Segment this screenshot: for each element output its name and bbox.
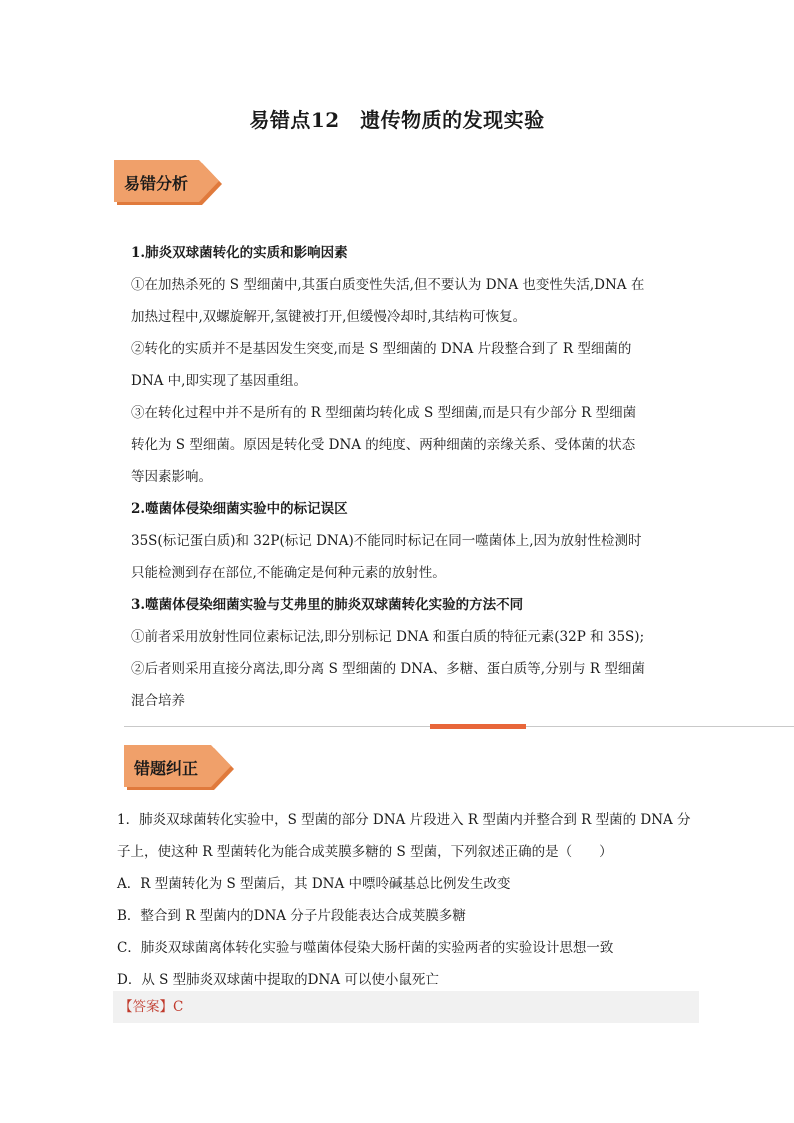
- answer-value: C: [173, 999, 184, 1015]
- question-block: [117, 804, 707, 996]
- analysis-line: ③在转化过程中并不是所有的 R 型细菌均转化成 S 型细菌,而是只有少部分 R 型细菌: [131, 405, 637, 421]
- analysis-line: 转化为 S 型细菌。原因是转化受 DNA 的纯度、两种细菌的亲缘关系、受体菌的状态: [131, 437, 636, 453]
- section-tag-label: 错题纠正: [134, 759, 199, 778]
- analysis-line: ①前者采用放射性同位素标记法,即分别标记 DNA 和蛋白质的特征元素(32P 和 35S);: [131, 629, 645, 645]
- answer-label: 【答案】: [119, 999, 173, 1015]
- answer-option: A．R 型菌转化为 S 型菌后，其 DNA 中嘌呤碱基总比例发生改变: [117, 876, 511, 892]
- divider-accent: [430, 724, 526, 729]
- analysis-line: 混合培养: [131, 693, 185, 709]
- analysis-line: ②转化的实质并不是基因发生突变,而是 S 型细菌的 DNA 片段整合到了 R 型细菌的: [131, 341, 632, 357]
- analysis-line: ②后者则采用直接分离法,即分离 S 型细菌的 DNA、多糖、蛋白质等,分别与 R 型细菌: [131, 661, 645, 677]
- section-tag-correction: [124, 745, 236, 793]
- analysis-line: 加热过程中,双螺旋解开,氢键被打开,但缓慢冷却时,其结构可恢复。: [131, 309, 527, 325]
- analysis-heading: 3.噬菌体侵染细菌实验与艾弗里的肺炎双球菌转化实验的方法不同: [131, 597, 524, 613]
- section-tag-analysis: [114, 160, 224, 208]
- analysis-line: ①在加热杀死的 S 型细菌中,其蛋白质变性失活,但不要认为 DNA 也变性失活,DNA 在: [131, 277, 645, 293]
- answer-option: B．整合到 R 型菌内的DNA 分子片段能表达合成荚膜多糖: [117, 908, 466, 924]
- answer-bar: [113, 991, 699, 1023]
- page-title: 易错点12 遗传物质的发现实验: [249, 108, 545, 132]
- section-tag-label: 易错分析: [124, 174, 189, 193]
- analysis-content: [131, 237, 691, 717]
- answer-option: C．肺炎双球菌离体转化实验与噬菌体侵染大肠杆菌的实验两者的实验设计思想一致: [117, 940, 614, 956]
- question-stem: 子上，使这种 R 型菌转化为能合成荚膜多糖的 S 型菌，下列叙述正确的是（ ）: [117, 844, 613, 860]
- analysis-line: DNA 中,即实现了基因重组。: [131, 373, 307, 389]
- answer-option: D．从 S 型肺炎双球菌中提取的DNA 可以使小鼠死亡: [117, 972, 439, 988]
- analysis-line: 35S(标记蛋白质)和 32P(标记 DNA)不能同时标记在同一噬菌体上,因为放射性检测时: [131, 533, 642, 549]
- analysis-heading: 1.肺炎双球菌转化的实质和影响因素: [131, 245, 348, 261]
- question-stem: 1．肺炎双球菌转化实验中，S 型菌的部分 DNA 片段进入 R 型菌内并整合到 R 型菌的 DNA 分: [117, 812, 691, 828]
- analysis-line: 只能检测到存在部位,不能确定是何种元素的放射性。: [131, 565, 446, 581]
- analysis-heading: 2.噬菌体侵染细菌实验中的标记误区: [131, 501, 348, 517]
- analysis-line: 等因素影响。: [131, 469, 212, 485]
